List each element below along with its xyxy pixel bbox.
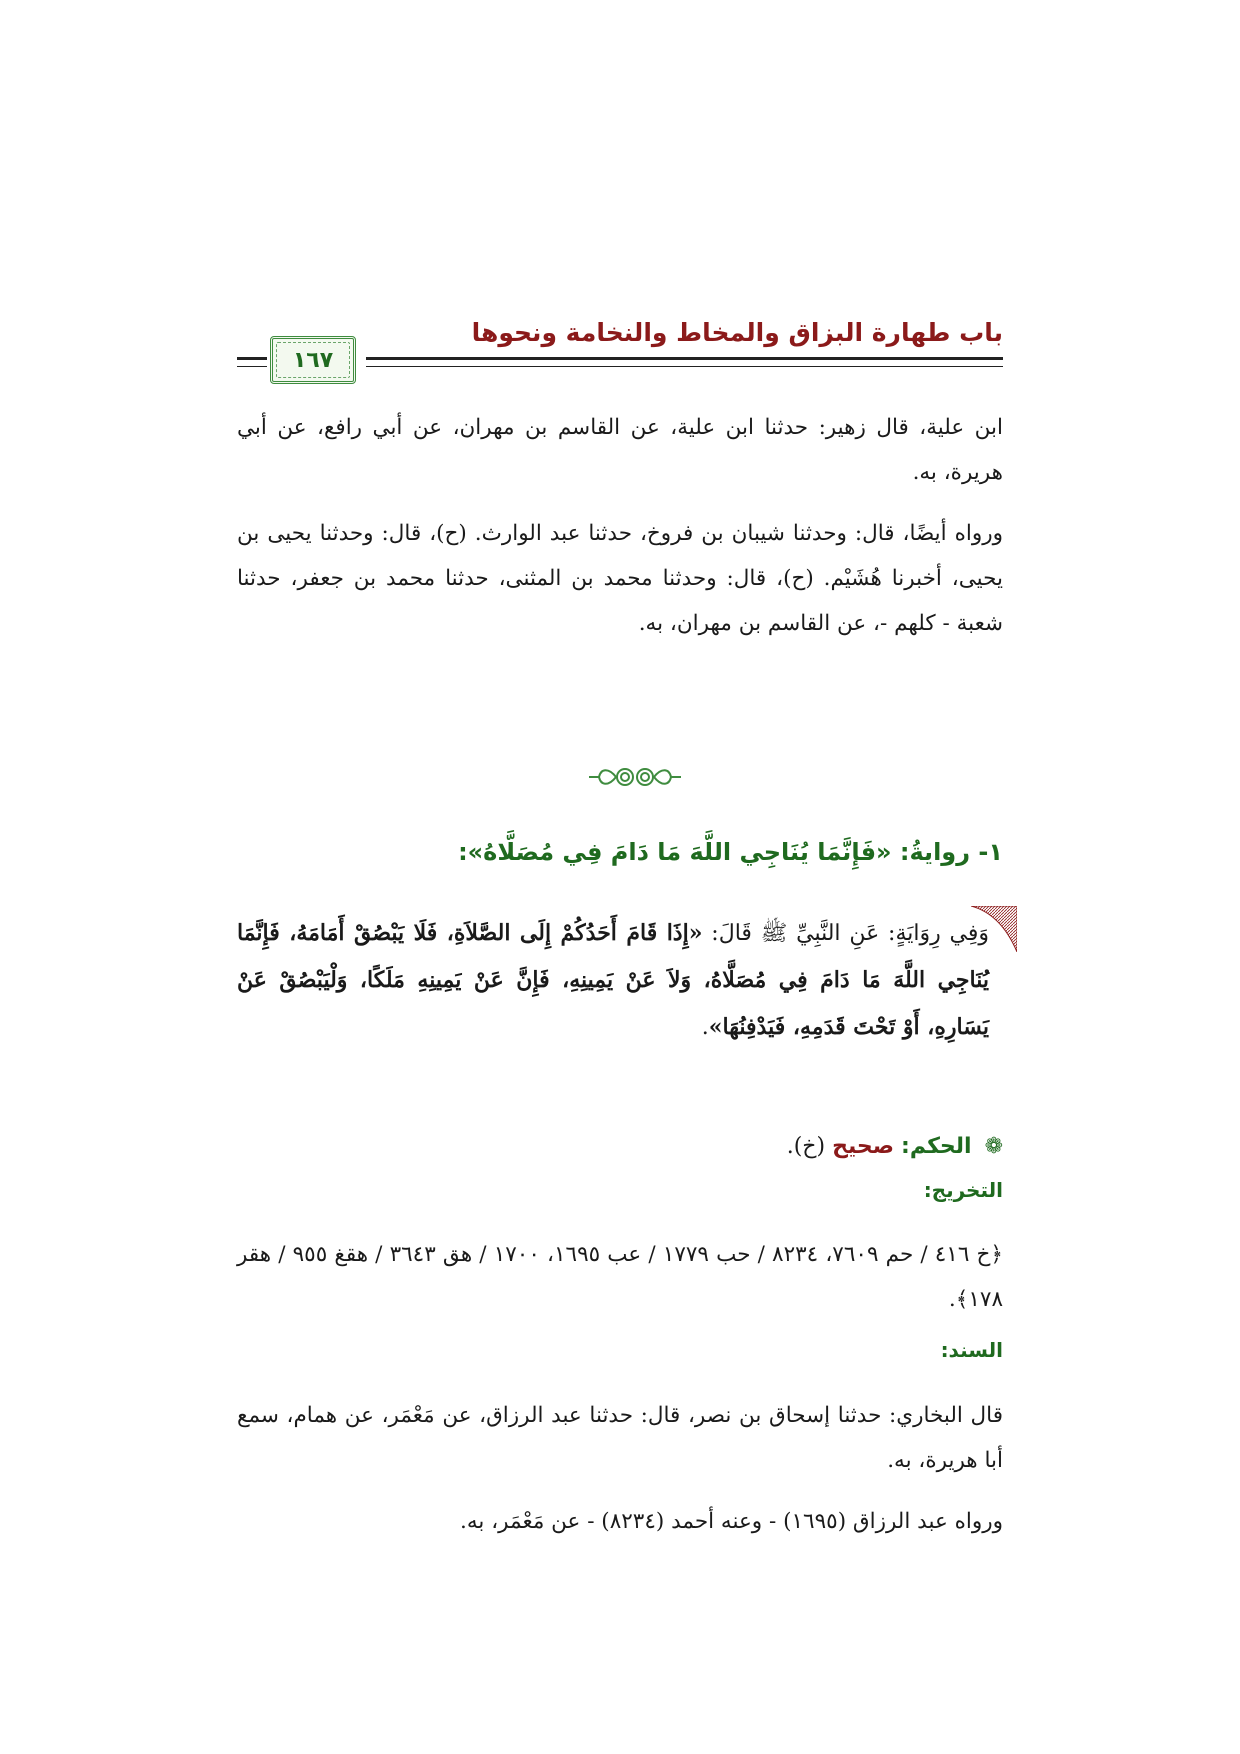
intro-paragraph: ورواه أيضًا، قال: وحدثنا شيبان بن فروخ، حدثنا عبد الوارث. (ح)، قال: وحدثنا يحيى بن يحيى، أخبرنا هُشَيْم. (ح)، قال: وحدثنا محمد بن المثنى، حدثنا محمد بن جعفر، حدثنا شعبة - كلهم -، عن القاسم بن مهران، به. [237,521,1003,636]
takhrij-block [237,1232,1003,1322]
intro-paragraph: ابن علية، قال زهير: حدثنا ابن علية، عن القاسم بن مهران، عن أبي رافع، عن أبي هريرة، به. [237,415,1003,485]
section-divider-ornament-icon [585,760,685,794]
chapter-header-title: باب طهارة البزاق والمخاط والنخامة ونحوها [471,318,1003,347]
section-title: ١- روايةُ: «فَإِنَّمَا يُنَاجِي اللَّهَ مَا دَامَ فِي مُصَلَّاهُ»: [458,838,1003,866]
sanad-paragraph: ورواه عبد الرزاق (١٦٩٥) - وعنه أحمد (٨٢٣٤) - عن مَعْمَر، به. [460,1509,1003,1534]
takhrij-heading: التخريج: [923,1178,1003,1202]
page-number: ١٦٧ [292,347,334,373]
page-number-badge [270,336,356,384]
ruling-grade: صحيح [832,1134,895,1159]
ruling-line [787,1134,1003,1159]
hadith-end: . [701,1015,709,1040]
flower-icon: ❁ [984,1134,1003,1159]
takhrij-text: ﴿خ ٤١٦ / حم ٧٦٠٩، ٨٢٣٤ / حب ١٧٧٩ / عب ١٦٩٥، ١٧٠٠ / هق ٣٦٤٣ / هقغ ٩٥٥ / هقر ١٧٨﴾. [237,1242,1004,1312]
header-rule-left [237,357,267,367]
corner-ornament-icon [971,906,1017,952]
ruling-source: (خ). [786,1134,826,1159]
sanad-block [237,1393,1003,1544]
sanad-paragraph: قال البخاري: حدثنا إسحاق بن نصر، قال: حدثنا عبد الرزاق، عن مَعْمَر، عن همام، سمع أبا هريرة، به. [237,1403,1003,1473]
sanad-heading: السند: [940,1338,1003,1362]
hadith-block [237,910,1003,1051]
intro-block [237,405,1003,646]
header-rule [366,357,1003,367]
hadith-matn: «إِذَا قَامَ أَحَدُكُمْ إِلَى الصَّلاَةِ، فَلَا يَبْصُقْ أَمَامَهُ، فَإِنَّمَا يُنَاجِي اللَّهَ مَا دَامَ فِي مُصَلَّاهُ، وَلاَ عَنْ يَمِينِهِ، فَإِنَّ عَنْ يَمِينِهِ مَلَكًا، وَلْيَبْصُقْ عَنْ يَسَارِهِ، أَوْ تَحْتَ قَدَمِهِ، فَيَدْفِنُهَا» [237,920,989,1040]
ruling-label: الحكم: [901,1134,972,1159]
hadith-lead: وَفِي رِوَايَةٍ: عَنِ النَّبِيِّ ﷺ قَالَ: [702,921,990,946]
hadith-text [237,910,1003,1051]
